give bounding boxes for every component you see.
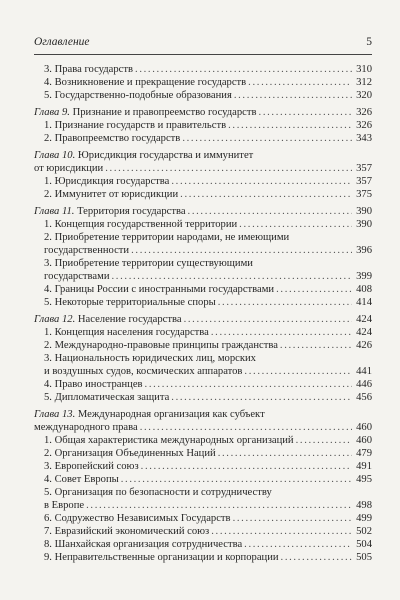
- toc-entry-title: и воздушных судов, космических аппаратов: [44, 366, 243, 377]
- toc-page-number: 312: [356, 77, 372, 88]
- table-of-contents: [34, 63, 372, 564]
- toc-entry-title: 3. Национальность юридических лиц, морских: [44, 353, 256, 364]
- dot-leader: [145, 378, 352, 391]
- dot-leader: [244, 365, 352, 378]
- toc-entry: [34, 525, 372, 538]
- toc-entry-title: 4. Совет Европы: [44, 474, 119, 485]
- toc-entry: [34, 421, 372, 434]
- dot-leader: [211, 525, 352, 538]
- book-page: [34, 36, 372, 564]
- toc-entry: [34, 538, 372, 551]
- toc-page-number: 446: [356, 379, 372, 390]
- toc-entry-title: 5. Организация по безопасности и сотрудничеству: [44, 487, 272, 498]
- toc-page-number: 320: [356, 90, 372, 101]
- toc-entry-title: 2. Международно-правовые принципы гражданства: [44, 340, 278, 351]
- toc-page-number: 456: [356, 392, 372, 403]
- dot-leader: [105, 162, 352, 175]
- toc-entry: [34, 326, 372, 339]
- dot-leader: [234, 89, 352, 102]
- toc-page-number: 426: [356, 340, 372, 351]
- toc-entry: [34, 447, 372, 460]
- toc-entry: [34, 434, 372, 447]
- toc-entry: [34, 391, 372, 404]
- toc-entry-title: Международная организация как субъект: [77, 409, 265, 420]
- chapter-label: Глава 11.: [34, 206, 75, 217]
- header-rule: [34, 54, 372, 55]
- toc-entry-title: 5. Государственно-подобные образования: [44, 90, 232, 101]
- toc-page-number: 505: [356, 552, 372, 563]
- toc-page-number: 375: [356, 189, 372, 200]
- toc-entry-title: 4. Возникновение и прекращение государств: [44, 77, 247, 88]
- toc-entry-title: 3. Приобретение территории существующими: [44, 258, 253, 269]
- toc-page-number: 357: [356, 176, 372, 187]
- toc-page-number: 504: [356, 539, 372, 550]
- toc-page-number: 460: [356, 435, 372, 446]
- dot-leader: [248, 76, 352, 89]
- toc-entry: [34, 486, 372, 499]
- toc-page-number: 408: [356, 284, 372, 295]
- dot-leader: [184, 313, 352, 326]
- dot-leader: [180, 188, 352, 201]
- toc-page-number: 491: [356, 461, 372, 472]
- toc-page-number: 441: [356, 366, 372, 377]
- chapter-label: Глава 9.: [34, 107, 70, 118]
- toc-page-number: 495: [356, 474, 372, 485]
- toc-entry: [34, 244, 372, 257]
- toc-entry-title: 1. Концепция государственной территории: [44, 219, 238, 230]
- dot-leader: [141, 460, 352, 473]
- toc-entry-title: 8. Шанхайская организация сотрудничества: [44, 539, 243, 550]
- toc-entry: [34, 162, 372, 175]
- toc-entry-title: 6. Содружество Независимых Государств: [44, 513, 231, 524]
- toc-entry-title: от юрисдикции: [34, 163, 104, 174]
- dot-leader: [140, 421, 352, 434]
- toc-page-number: 424: [356, 314, 372, 325]
- toc-entry: [34, 473, 372, 486]
- toc-entry-title: Территория государства: [77, 206, 186, 217]
- toc-entry-title: Признание и правопреемство государств: [72, 107, 257, 118]
- toc-chapter-entry: [34, 205, 372, 218]
- toc-entry-title: 1. Общая характеристика международных организаций: [44, 435, 294, 446]
- dot-leader: [131, 244, 352, 257]
- chapter-label: Глава 12.: [34, 314, 76, 325]
- toc-entry: [34, 499, 372, 512]
- toc-entry: [34, 352, 372, 365]
- toc-page-number: 424: [356, 327, 372, 338]
- toc-entry: [34, 76, 372, 89]
- toc-entry: [34, 188, 372, 201]
- toc-entry-title: 4. Границы России с иностранными государствами: [44, 284, 275, 295]
- dot-leader: [276, 283, 352, 296]
- toc-entry-title: 5. Дипломатическая защита: [44, 392, 170, 403]
- dot-leader: [280, 339, 352, 352]
- toc-chapter-entry: [34, 149, 372, 162]
- toc-entry: [34, 296, 372, 309]
- toc-entry-title: Юрисдикция государства и иммунитет: [77, 150, 254, 161]
- dot-leader: [218, 447, 352, 460]
- dot-leader: [296, 434, 352, 447]
- dot-leader: [218, 296, 352, 309]
- dot-leader: [239, 218, 352, 231]
- toc-entry: [34, 551, 372, 564]
- dot-leader: [211, 326, 352, 339]
- toc-entry-title: 2. Организация Объединенных Наций: [44, 448, 216, 459]
- toc-page-number: 326: [356, 107, 372, 118]
- toc-chapter-entry: [34, 106, 372, 119]
- toc-page-number: 479: [356, 448, 372, 459]
- dot-leader: [182, 132, 352, 145]
- dot-leader: [244, 538, 352, 551]
- toc-entry: [34, 512, 372, 525]
- dot-leader: [121, 473, 352, 486]
- toc-entry-title: 9. Неправительственные организации и корпорации: [44, 552, 279, 563]
- running-head: [34, 36, 372, 50]
- dot-leader: [188, 205, 352, 218]
- dot-leader: [281, 551, 352, 564]
- toc-chapter-entry: [34, 408, 372, 421]
- toc-entry-title: в Европе: [44, 500, 85, 511]
- page-number: 5: [366, 36, 372, 48]
- toc-entry-title: 5. Некоторые территориальные споры: [44, 297, 216, 308]
- chapter-label: Глава 13.: [34, 409, 76, 420]
- toc-page-number: 460: [356, 422, 372, 433]
- toc-entry-title: государственности: [44, 245, 130, 256]
- toc-entry-title: 7. Евразийский экономический союз: [44, 526, 210, 537]
- toc-page-number: 502: [356, 526, 372, 537]
- toc-entry-title: международного права: [34, 422, 138, 433]
- toc-entry: [34, 378, 372, 391]
- dot-leader: [171, 175, 352, 188]
- dot-leader: [135, 63, 352, 76]
- toc-entry: [34, 218, 372, 231]
- toc-entry: [34, 270, 372, 283]
- toc-entry: [34, 339, 372, 352]
- dot-leader: [233, 512, 352, 525]
- toc-entry: [34, 231, 372, 244]
- running-head-title: Оглавление: [34, 36, 90, 48]
- toc-entry: [34, 365, 372, 378]
- toc-entry-title: 1. Признание государств и правительств: [44, 120, 227, 131]
- toc-entry-title: Население государства: [77, 314, 182, 325]
- toc-entry-title: 2. Иммунитет от юрисдикции: [44, 189, 179, 200]
- toc-page-number: 357: [356, 163, 372, 174]
- toc-entry: [34, 283, 372, 296]
- toc-entry: [34, 119, 372, 132]
- toc-page-number: 396: [356, 245, 372, 256]
- toc-entry-title: 1. Концепция населения государства: [44, 327, 209, 338]
- toc-entry-title: 4. Право иностранцев: [44, 379, 143, 390]
- toc-entry-title: 3. Права государств: [44, 64, 134, 75]
- toc-entry-title: 2. Приобретение территории народами, не имеющими: [44, 232, 290, 243]
- chapter-label: Глава 10.: [34, 150, 76, 161]
- toc-entry-title: государствами: [44, 271, 110, 282]
- toc-page-number: 343: [356, 133, 372, 144]
- dot-leader: [86, 499, 352, 512]
- toc-entry: [34, 175, 372, 188]
- toc-entry-title: 3. Европейский союз: [44, 461, 139, 472]
- toc-page-number: 414: [356, 297, 372, 308]
- toc-page-number: 498: [356, 500, 372, 511]
- dot-leader: [228, 119, 352, 132]
- toc-page-number: 390: [356, 206, 372, 217]
- toc-entry-title: 2. Правопреемство государств: [44, 133, 181, 144]
- dot-leader: [171, 391, 352, 404]
- toc-page-number: 390: [356, 219, 372, 230]
- dot-leader: [259, 106, 352, 119]
- toc-entry: [34, 89, 372, 102]
- toc-chapter-entry: [34, 313, 372, 326]
- toc-page-number: 326: [356, 120, 372, 131]
- toc-entry: [34, 132, 372, 145]
- toc-page-number: 310: [356, 64, 372, 75]
- toc-page-number: 399: [356, 271, 372, 282]
- dot-leader: [112, 270, 353, 283]
- toc-entry: [34, 63, 372, 76]
- toc-entry-title: 1. Юрисдикция государства: [44, 176, 170, 187]
- toc-entry: [34, 460, 372, 473]
- toc-entry: [34, 257, 372, 270]
- toc-page-number: 499: [356, 513, 372, 524]
